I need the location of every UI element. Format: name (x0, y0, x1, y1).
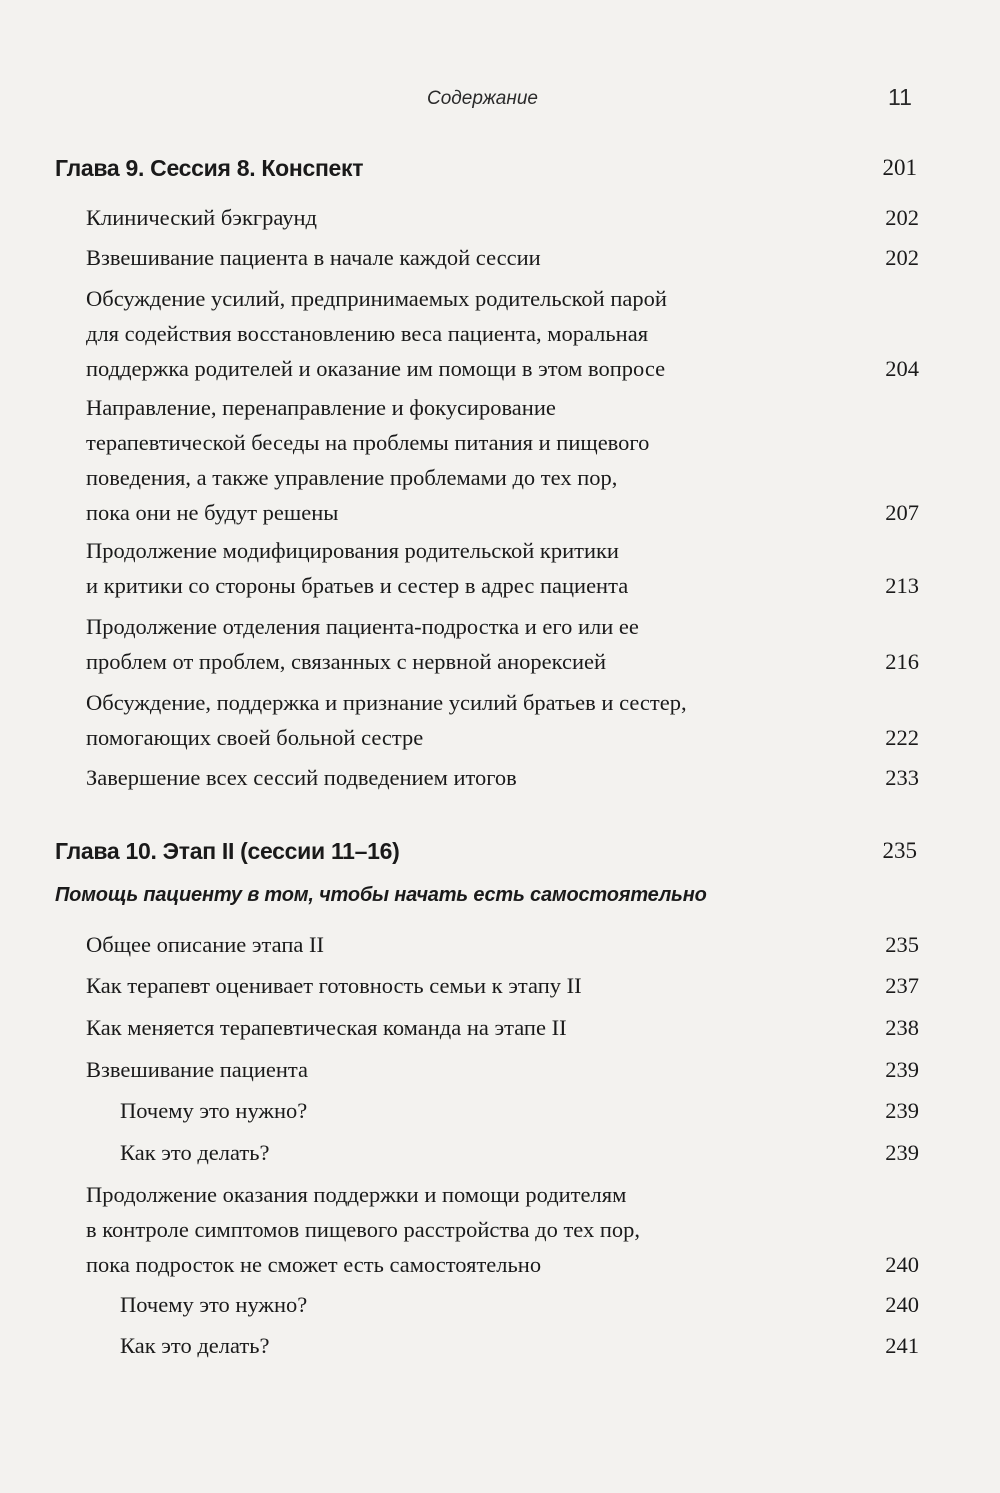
entry-line: в контроле симптомов пищевого расстройства до тех пор, (86, 1217, 641, 1242)
entry-line: Продолжение отделения пациента-подростка и его или ее (86, 614, 639, 639)
entry-page: 222 (885, 725, 919, 750)
entry-line: Почему это нужно? (120, 1292, 308, 1317)
chapter-title: Глава 10. Этап II (сессии 11–16) (55, 838, 400, 864)
toc-entry[interactable] (86, 1010, 919, 1045)
entry-page: 204 (885, 356, 919, 381)
entry-page: 240 (885, 1292, 919, 1317)
entry-line: Как терапевт оценивает готовность семьи к этапу II (86, 973, 582, 998)
entry-line: Обсуждение усилий, предпринимаемых родительской парой (86, 286, 667, 311)
entry-line: пока они не будут решены (86, 500, 339, 525)
toc-entry[interactable] (86, 609, 919, 679)
entry-page: 241 (885, 1333, 919, 1358)
entry-page: 213 (885, 573, 919, 598)
toc-entry[interactable] (86, 281, 919, 386)
chapter-9-heading[interactable] (55, 155, 915, 182)
entry-line: Взвешивание пациента (86, 1057, 308, 1082)
chapter-subtitle: Помощь пациенту в том, чтобы начать есть самостоятельно (55, 884, 707, 906)
entry-page: 233 (885, 765, 919, 790)
entry-line: Как это делать? (120, 1333, 270, 1358)
entry-page: 235 (885, 932, 919, 957)
toc-entry[interactable] (86, 760, 919, 795)
entry-line: для содействия восстановлению веса пациента, моральная (86, 321, 649, 346)
entry-line: Как меняется терапевтическая команда на этапе II (86, 1015, 567, 1040)
entry-line: Завершение всех сессий подведением итогов (86, 765, 517, 790)
entry-page: 238 (885, 1015, 919, 1040)
entry-page: 237 (885, 973, 919, 998)
entry-line: Продолжение модифицирования родительской критики (86, 538, 619, 563)
toc-entry[interactable] (86, 390, 919, 530)
entry-line: терапевтической беседы на проблемы питания и пищевого (86, 430, 650, 455)
entry-line: Обсуждение, поддержка и признание усилий братьев и сестер, (86, 690, 687, 715)
toc-entry[interactable] (86, 200, 919, 235)
chapter-page: 201 (882, 155, 917, 180)
toc-entry[interactable] (86, 685, 919, 755)
chapter-10-heading[interactable] (55, 838, 915, 865)
entry-line: Направление, перенаправление и фокусирование (86, 395, 556, 420)
running-head-title: Содержание (427, 88, 538, 109)
entry-page: 207 (885, 500, 919, 525)
entry-page: 202 (885, 245, 919, 270)
chapter-page: 235 (882, 838, 917, 863)
entry-line: поведения, а также управление проблемами до тех пор, (86, 465, 618, 490)
toc-subentry[interactable] (120, 1287, 919, 1322)
entry-line: пока подросток не сможет есть самостоятельно (86, 1252, 542, 1277)
page-number: 11 (888, 84, 912, 110)
toc-entry[interactable] (86, 968, 919, 1003)
entry-line: Взвешивание пациента в начале каждой сессии (86, 245, 541, 270)
chapter-title: Глава 9. Сессия 8. Конспект (55, 155, 364, 181)
toc-entry[interactable] (86, 927, 919, 962)
toc-subentry[interactable] (120, 1093, 919, 1128)
entry-line: и критики со стороны братьев и сестер в адрес пациента (86, 573, 629, 598)
entry-line: Клинический бэкграунд (86, 205, 317, 230)
entry-line: Общее описание этапа II (86, 932, 324, 957)
toc-entry[interactable] (86, 240, 919, 275)
toc-entry[interactable] (86, 1177, 919, 1282)
entry-page: 239 (885, 1057, 919, 1082)
entry-line: поддержка родителей и оказание им помощи в этом вопросе (86, 356, 666, 381)
entry-line: Как это делать? (120, 1140, 270, 1165)
toc-entry[interactable] (86, 1052, 919, 1087)
toc-subentry[interactable] (120, 1328, 919, 1363)
entry-line: Продолжение оказания поддержки и помощи родителям (86, 1182, 627, 1207)
entry-page: 239 (885, 1140, 919, 1165)
toc-entry[interactable] (86, 533, 919, 603)
entry-page: 216 (885, 649, 919, 674)
entry-page: 202 (885, 205, 919, 230)
entry-line: Почему это нужно? (120, 1098, 308, 1123)
entry-page: 240 (885, 1252, 919, 1277)
entry-page: 239 (885, 1098, 919, 1123)
entry-line: проблем от проблем, связанных с нервной анорексией (86, 649, 607, 674)
toc-subentry[interactable] (120, 1135, 919, 1170)
entry-line: помогающих своей больной сестре (86, 725, 424, 750)
